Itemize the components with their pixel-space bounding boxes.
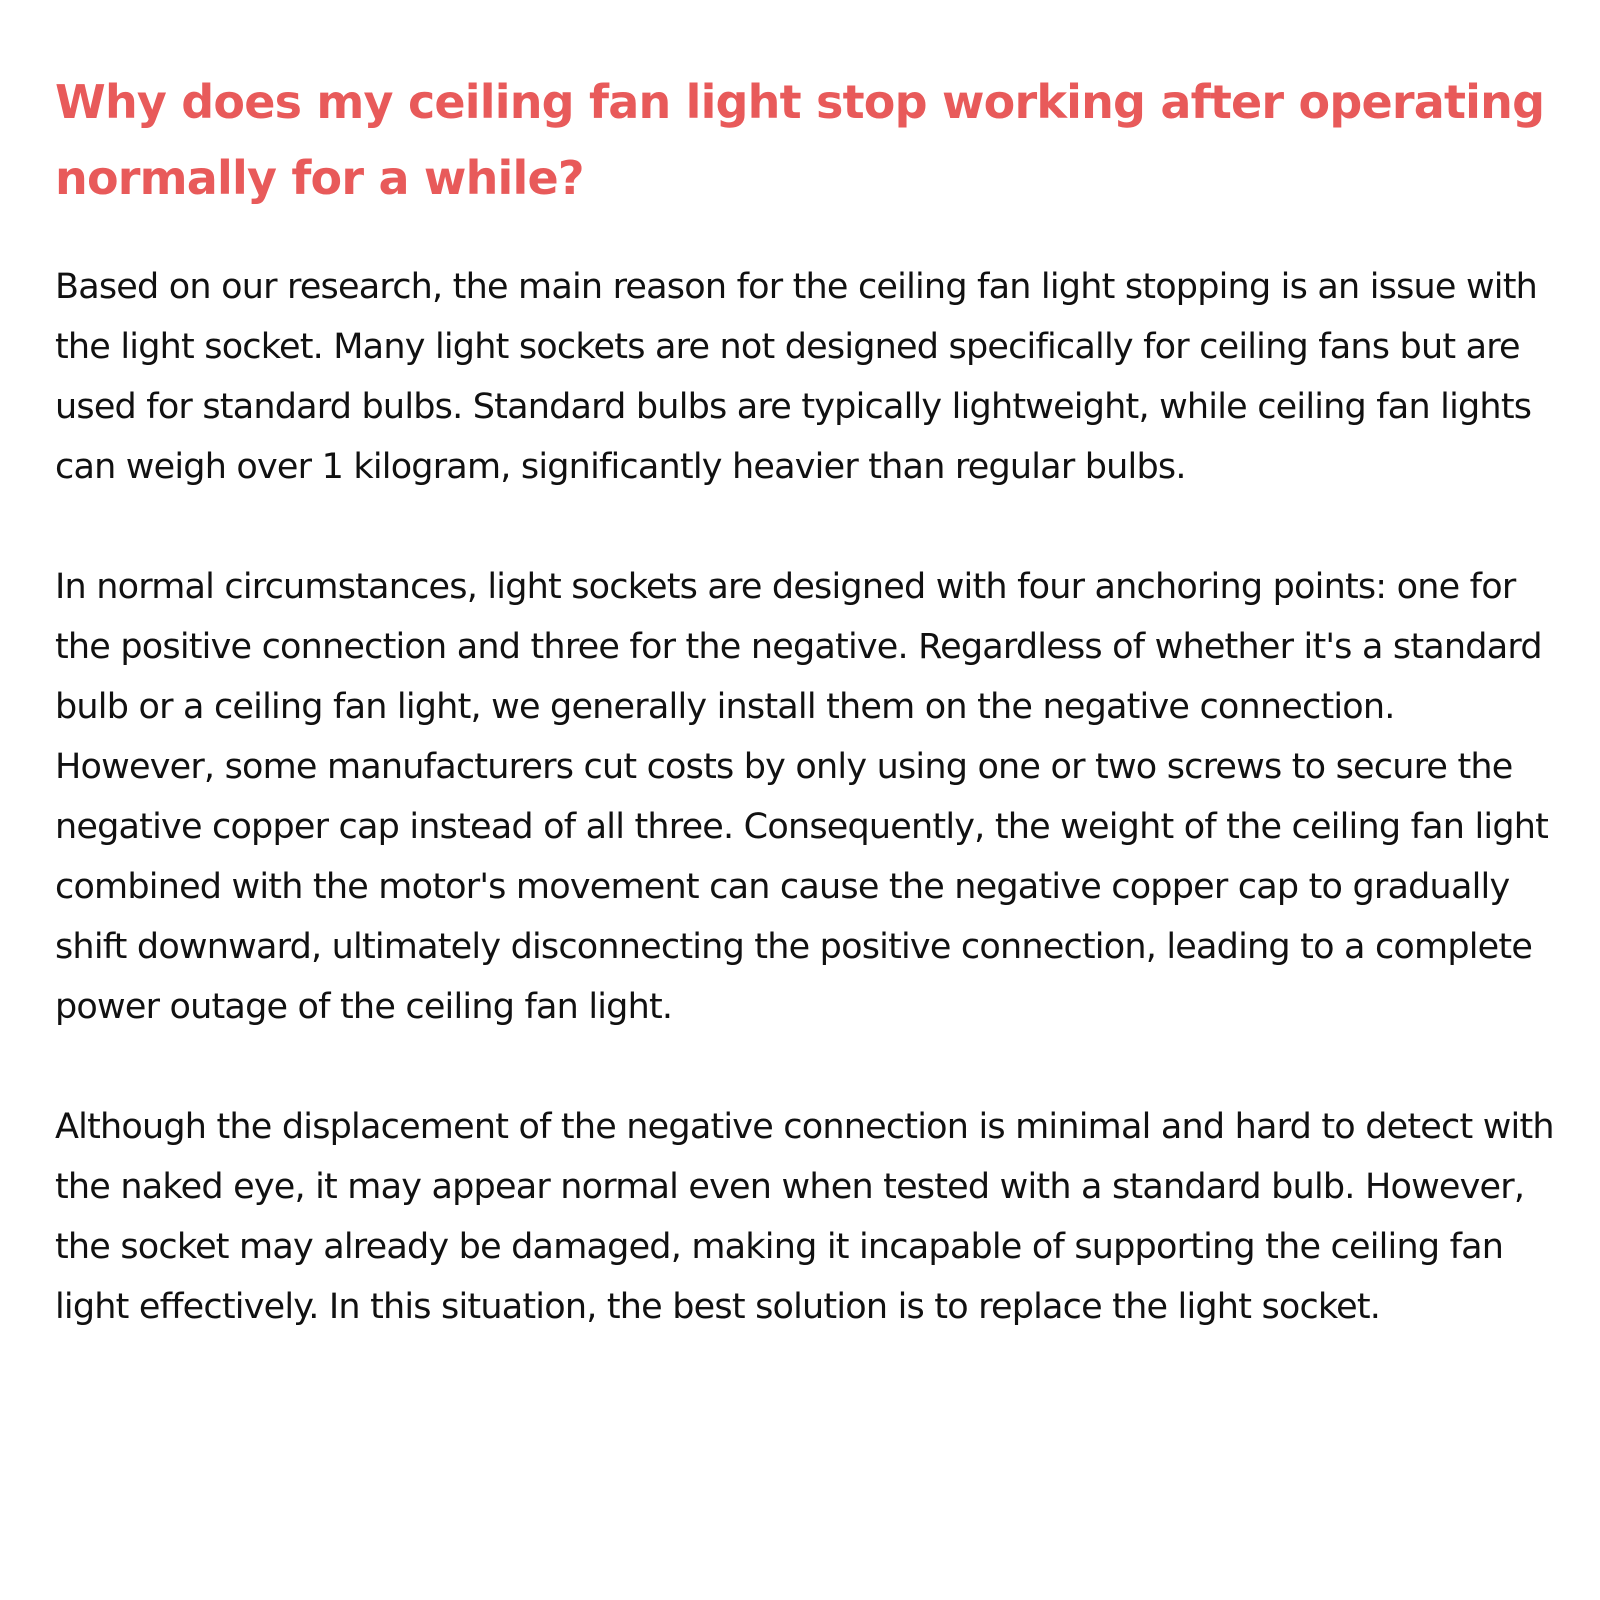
article-body: [55, 257, 1560, 1337]
paragraph-solution: Although the displacement of the negative connection is minimal and hard to detect with the naked eye, it may appear normal even when tested with a standard bulb. However, the socket may already be damaged, making it incapable of supporting the ceiling fan light effectively. In this situation, the best solution is to replace the light socket.: [55, 1107, 1554, 1327]
article-title: Why does my ceiling fan light stop working after operating normally for a while?: [55, 75, 1545, 205]
paragraph-socket-reason: Based on our research, the main reason for the ceiling fan light stopping is an issue with the light socket. Many light sockets are not designed specifically for ceiling fans but are used for standard bulbs. Standard bulbs are typically lightweight, while ceiling fan lights can weigh over 1 kilogram, significantly heavier than regular bulbs.: [55, 267, 1538, 487]
paragraph-anchoring-points: In normal circumstances, light sockets are designed with four anchoring points: one for the positive connection and three for the negative. Regardless of whether it's a standard bulb or a ceiling fan light, we generally install them on the negative connection. However, some manufacturers cut costs by only using one or two screws to secure the negative copper cap instead of all three. Consequently, the weight of the ceiling fan light combined with the motor's movement can cause the negative copper cap to gradually shift downward, ultimately disconnecting the positive connection, leading to a complete power outage of the ceiling fan light.: [55, 567, 1549, 1027]
